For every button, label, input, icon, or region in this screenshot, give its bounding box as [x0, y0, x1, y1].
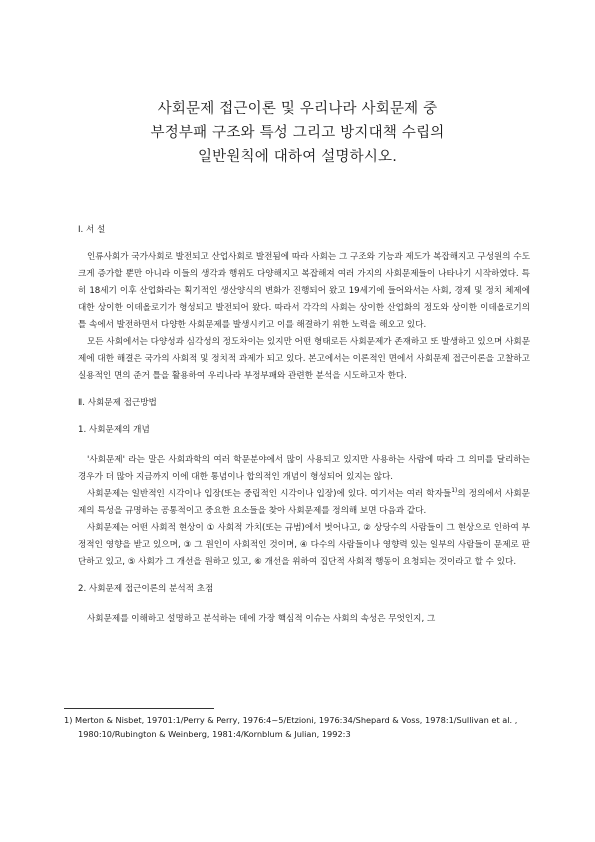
analytic-paragraph-1: 사회문제를 이해하고 설명하고 분석하는 데에 가장 핵심적 이슈는 사회의 속성은 무엇인지, 그 [87, 614, 436, 624]
concept-paragraph-1: '사회문제' 라는 말은 사회과학의 여러 학문분야에서 많이 사용되고 있지만 사용하는 사람에 따라 그 의미를 달리하는 경우가 더 많아 지금까지 이에 대한 통념이나 합의적인 개념이 형성되어 있지는 않다. [78, 455, 530, 482]
footnote-divider [64, 708, 214, 709]
footnote-reference: 1) [451, 487, 458, 495]
document-body [78, 222, 530, 628]
title-line-3: 일반원칙에 대하여 설명하시오. [197, 149, 398, 165]
intro-paragraph-2: 모든 사회에서는 다양성과 심각성의 정도차이는 있지만 어떤 형태로든 사회문제가 존재하고 또 발생하고 있으며 사회문제에 대한 해결은 국가의 사회적 및 정치적 과제가 되고 있다. 본고에서는 이론적인 면에서 사회문제 접근이론을 고찰하고 실용적인 면의 준거 틀을 활용하여 우리나라 부정부패와 관련한 분석을 시도하고자 한다. [78, 337, 530, 381]
title-line-1: 사회문제 접근이론 및 우리나라 사회문제 중 [157, 101, 438, 117]
footnote-1: 1) Merton & Nisbet, 19701:1/Perry & Perry, 1976:4~5/Etzioni, 1976:34/Shepard & Voss, 1978:1/Sullivan et al. , 1980:10/Rubington & Weinberg, 1981:4/Kornblum & Julian, 1992:3 [64, 715, 518, 739]
document-title [0, 97, 595, 169]
section-heading-approach: Ⅱ. 사회문제 접근방법 [78, 398, 157, 408]
intro-paragraph-1: 인류사회가 국가사회로 발전되고 산업사회로 발전됨에 따라 사회는 그 구조와 기능과 제도가 복잡해지고 구성원의 수도 크게 증가할 뿐만 아니라 이들의 생각과 행위도 다양해지고 복잡해져 여러 가지의 사회문제들이 나타나기 시작하였다. 특히 18세기 이후 산업화라는 획기적인 생산양식의 변화가 진행되어 왔고 19세기에 들어와서는 사회, 경제 및 정치 체제에 대한 상이한 이데올로기가 형성되고 발전되어 왔다. 따라서 각각의 사회는 상이한 산업화의 정도와 상이한 이데올로기의 틀 속에서 발전하면서 다양한 사회문제를 발생시키고 이를 해결하기 위한 노력을 해오고 있다. [78, 252, 530, 330]
section-heading-introduction: Ⅰ. 서 설 [78, 225, 106, 235]
concept-paragraph-2-text: 사회문제는 일반적인 시각이나 입장(또는 중립적인 시각이나 입장)에 있다. 여기서는 여러 학자들 [87, 489, 452, 499]
title-line-2: 부정부패 구조와 특성 그리고 방지대책 수립의 [150, 125, 445, 141]
concept-paragraph-2-text-cont: 의 정의에서 사회문제의 특성을 규명하는 공통적이고 중요한 요소들을 찾아 사회문제를 정의해 보면 다음과 같다. [78, 489, 530, 516]
concept-paragraph-3: 사회문제는 어떤 사회적 현상이 ① 사회적 가치(또는 규범)에서 벗어나고, ② 상당수의 사람들이 그 현상으로 인하여 부정적인 영향을 받고 있으며, ③ 그 원인이 사회적인 것이며, ④ 다수의 사람들이나 영향력 있는 일부의 사람들이 문제로 판단하고 있고, ⑤ 사회가 그 개선을 원하고 있고, ⑥ 개선을 위하여 집단적 사회적 행동이 요청되는 것이라고 할 수 있다. [78, 523, 530, 567]
subsection-heading-concept: 1. 사회문제의 개념 [78, 425, 150, 435]
subsection-heading-analytic-focus: 2. 사회문제 접근이론의 분석적 초점 [78, 584, 214, 594]
concept-paragraph-2 [78, 486, 530, 520]
